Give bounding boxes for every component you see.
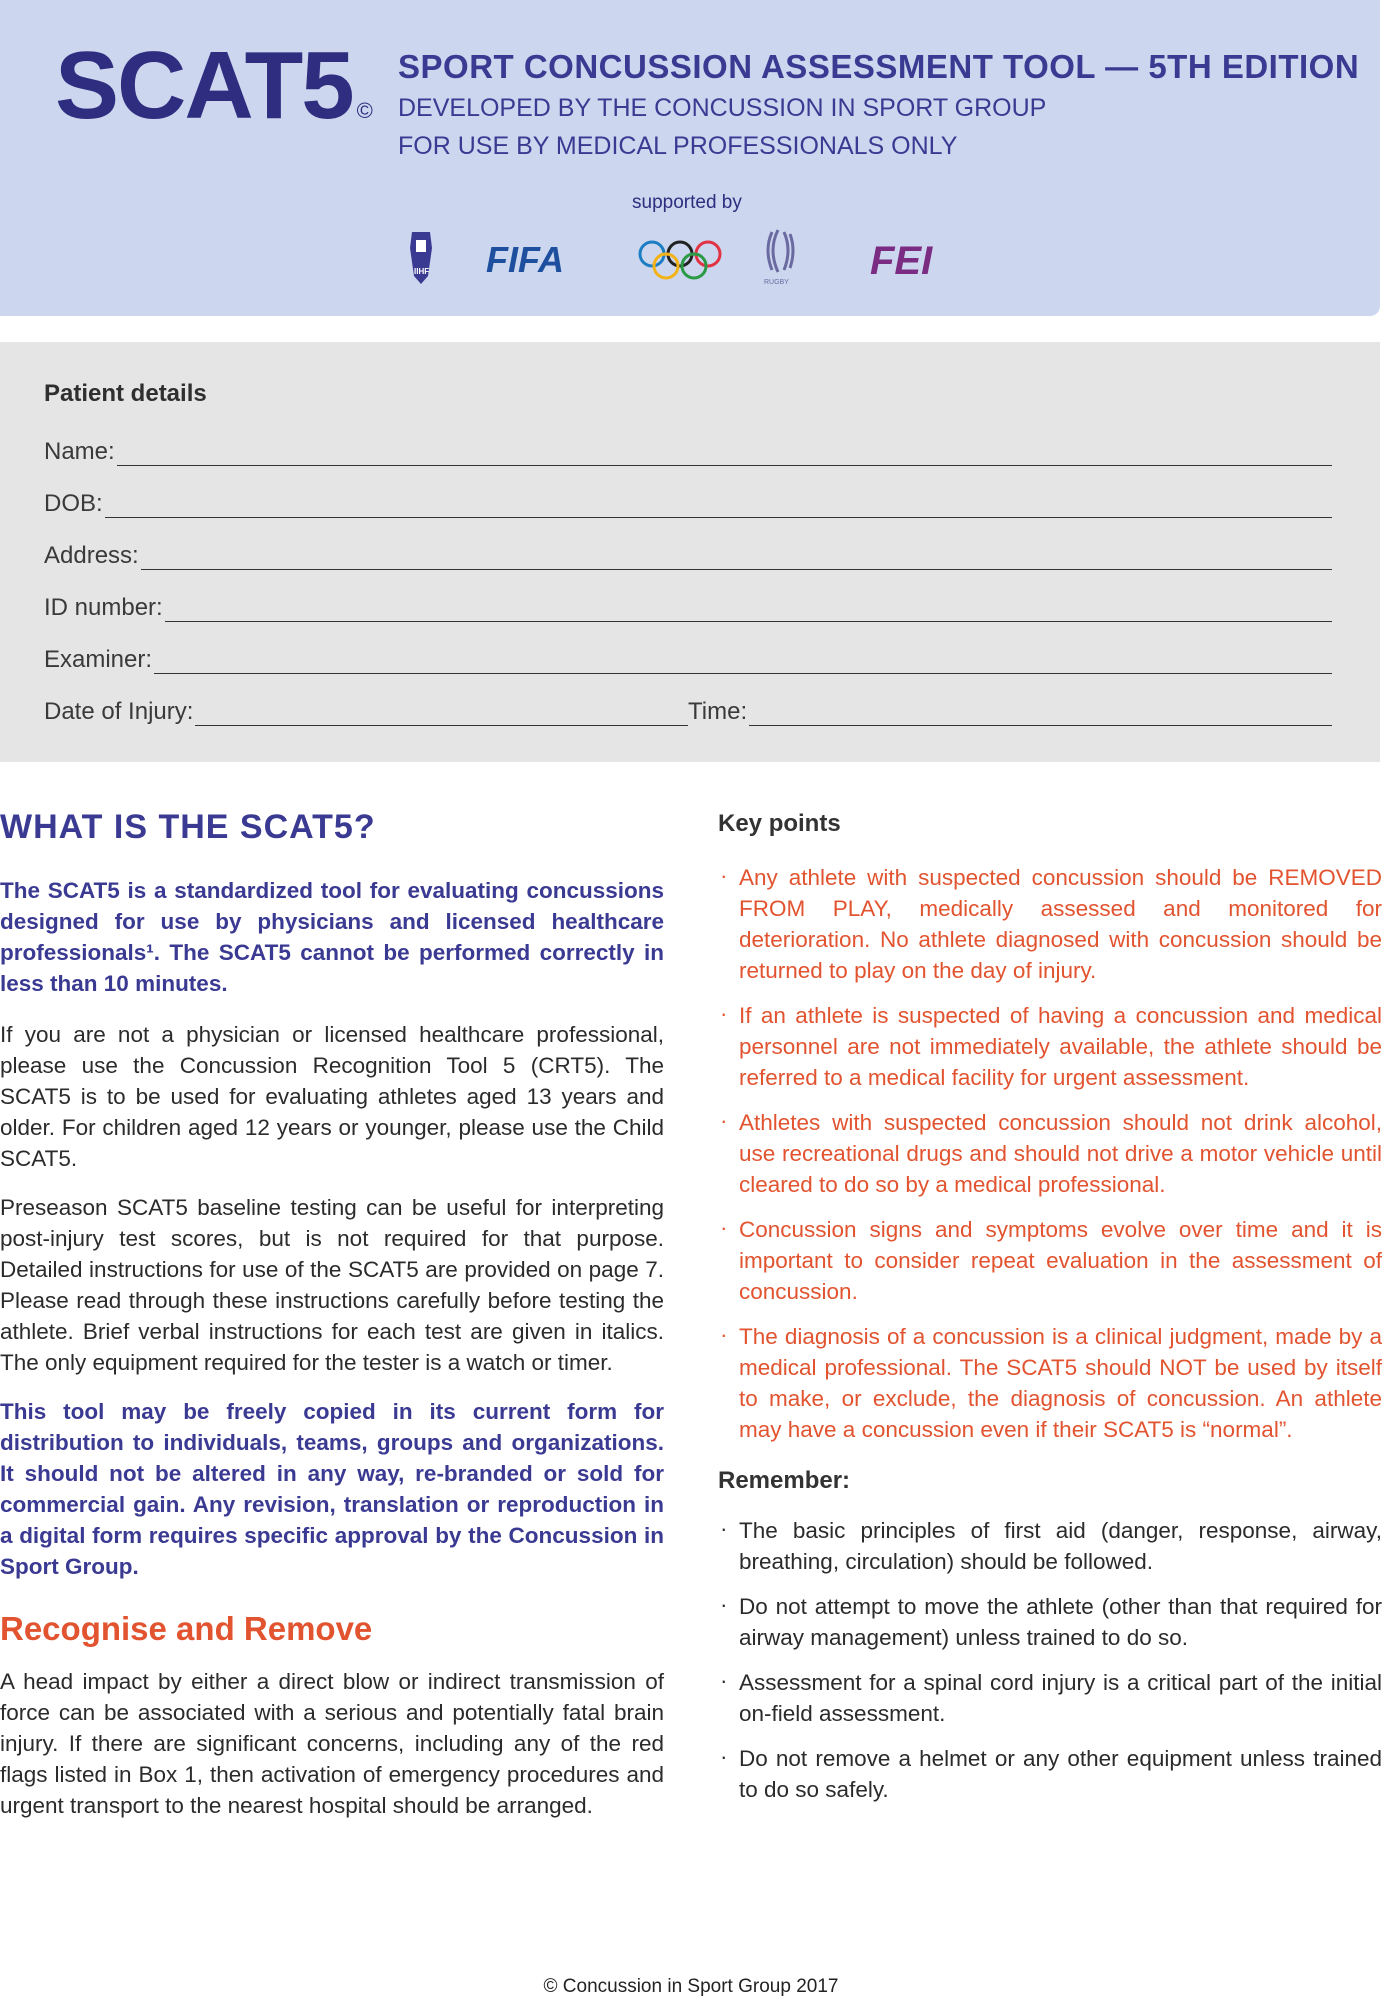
remember-heading: Remember: [718,1467,851,1494]
list-item: · Do not remove a helmet or any other equipment unless trained to do so safely. [718,1743,1382,1805]
id-number-field[interactable] [44,586,1332,622]
right-column [718,808,1382,1819]
examiner-input-line[interactable] [154,649,1332,674]
svg-text:FIFA: FIFA [486,239,564,280]
footer-copyright: © Concussion in Sport Group 2017 [543,1976,839,1997]
address-label: Address: [44,542,139,569]
list-item: · The diagnosis of a concussion is a clinical judgment, made by a medical professional. The SCAT5 should NOT be used by itself to make, or exclude, the diagnosis of concussion. An athlete may have a concussion even if their SCAT5 is “normal”. [718,1321,1382,1445]
list-item: · The basic principles of first aid (danger, response, airway, breathing, circulation) should be followed. [718,1515,1382,1577]
examiner-label: Examiner: [44,646,153,673]
what-is-scat5-heading: WHAT IS THE SCAT5? [0,808,376,846]
copy-permission-paragraph: This tool may be freely copied in its current form for distribution to individuals, teams, groups and organizations. It should not be altered in any way, re-branded or sold for commercial gain. Any revision, translation or reproduction in a digital form requires specific approval by the Concussion in Sport Group. [0,1399,664,1579]
id-number-input-line[interactable] [165,597,1332,622]
svg-text:IIHF: IIHF [414,267,430,276]
name-field[interactable] [44,430,1332,466]
address-field[interactable] [44,534,1332,570]
date-of-injury-label: Date of Injury: [44,698,194,725]
date-of-injury-field[interactable] [44,690,688,726]
iihf-logo [410,232,432,284]
scat5-logo: SCAT5 © [55,32,371,139]
header-banner [0,0,1380,316]
list-item: · Concussion signs and symptoms evolve over time and it is important to consider repeat evaluation in the assessment of concussion. [718,1214,1382,1307]
dob-field[interactable] [44,482,1332,518]
sponsor-logos [400,228,1000,288]
supported-by-label: supported by [632,192,742,213]
remember-list [718,1515,1382,1805]
list-item: · If an athlete is suspected of having a concussion and medical personnel are not immediately available, the athlete should be referred to a medical facility for urgent assessment. [718,1000,1382,1093]
list-item: · Do not attempt to move the athlete (other than that required for airway management) unless trained to do so. [718,1591,1382,1653]
world-rugby-logo [764,230,793,286]
examiner-field[interactable] [44,638,1332,674]
svg-text:FEI: FEI [870,239,933,283]
list-item: · Any athlete with suspected concussion should be REMOVED FROM PLAY, medically assessed and monitored for deterioration. No athlete diagnosed with concussion should be returned to play on the day of injury. [718,862,1382,986]
dob-input-line[interactable] [105,493,1332,518]
time-label: Time: [688,698,748,725]
crt5-paragraph: If you are not a physician or licensed healthcare professional, please use the Concussion Recognition Tool 5 (CRT5). The SCAT5 is to be used for evaluating athletes aged 13 years and older. For children aged 12 years or younger, please use the Child SCAT5. [0,1022,664,1171]
olympic-rings-logo [640,242,720,278]
copyright-mark: © [356,98,371,123]
developer-line: DEVELOPED BY THE CONCUSSION IN SPORT GROUP [398,94,1047,122]
id-number-label: ID number: [44,594,163,621]
svg-text:RUGBY: RUGBY [764,279,789,286]
baseline-paragraph: Preseason SCAT5 baseline testing can be useful for interpreting post-injury test scores, but is not required for that purpose. Detailed instructions for use of the SCAT5 are provided on page 7. Please read through these instructions carefully before testing the athlete. Brief verbal instructions for each test are given in italics. The only equipment required for the tester is a watch or timer. [0,1195,664,1375]
key-points-heading: Key points [718,810,841,837]
recognise-remove-heading: Recognise and Remove [0,1610,373,1647]
patient-details-section [0,342,1380,762]
time-input-line[interactable] [749,701,1332,726]
dob-label: DOB: [44,490,103,517]
patient-details-title: Patient details [44,380,207,407]
date-of-injury-input-line[interactable] [195,701,688,726]
left-column [0,808,664,1839]
recognise-remove-paragraph: A head impact by either a direct blow or indirect transmission of force can be associated with a serious and potentially fatal brain injury. If there are significant concerns, including any of the red flags listed in Box 1, then activation of emergency procedures and urgent transport to the nearest hospital should be arranged. [0,1669,664,1818]
fifa-logo [486,239,564,280]
document-title: SPORT CONCUSSION ASSESSMENT TOOL — 5TH EDITION [398,48,1360,85]
address-input-line[interactable] [141,545,1332,570]
key-points-list [718,862,1382,1445]
name-input-line[interactable] [117,441,1332,466]
name-label: Name: [44,438,115,465]
fei-logo [870,239,933,283]
audience-line: FOR USE BY MEDICAL PROFESSIONALS ONLY [398,132,958,160]
list-item: · Assessment for a spinal cord injury is a critical part of the initial on-field assessment. [718,1667,1382,1729]
intro-paragraph: The SCAT5 is a standardized tool for evaluating concussions designed for use by physicians and licensed healthcare professionals¹. The SCAT5 cannot be performed correctly in less than 10 minutes. [0,878,664,996]
list-item: · Athletes with suspected concussion should not drink alcohol, use recreational drugs and should not drive a motor vehicle until cleared to do so by a medical professional. [718,1107,1382,1200]
time-field[interactable] [688,690,1332,726]
